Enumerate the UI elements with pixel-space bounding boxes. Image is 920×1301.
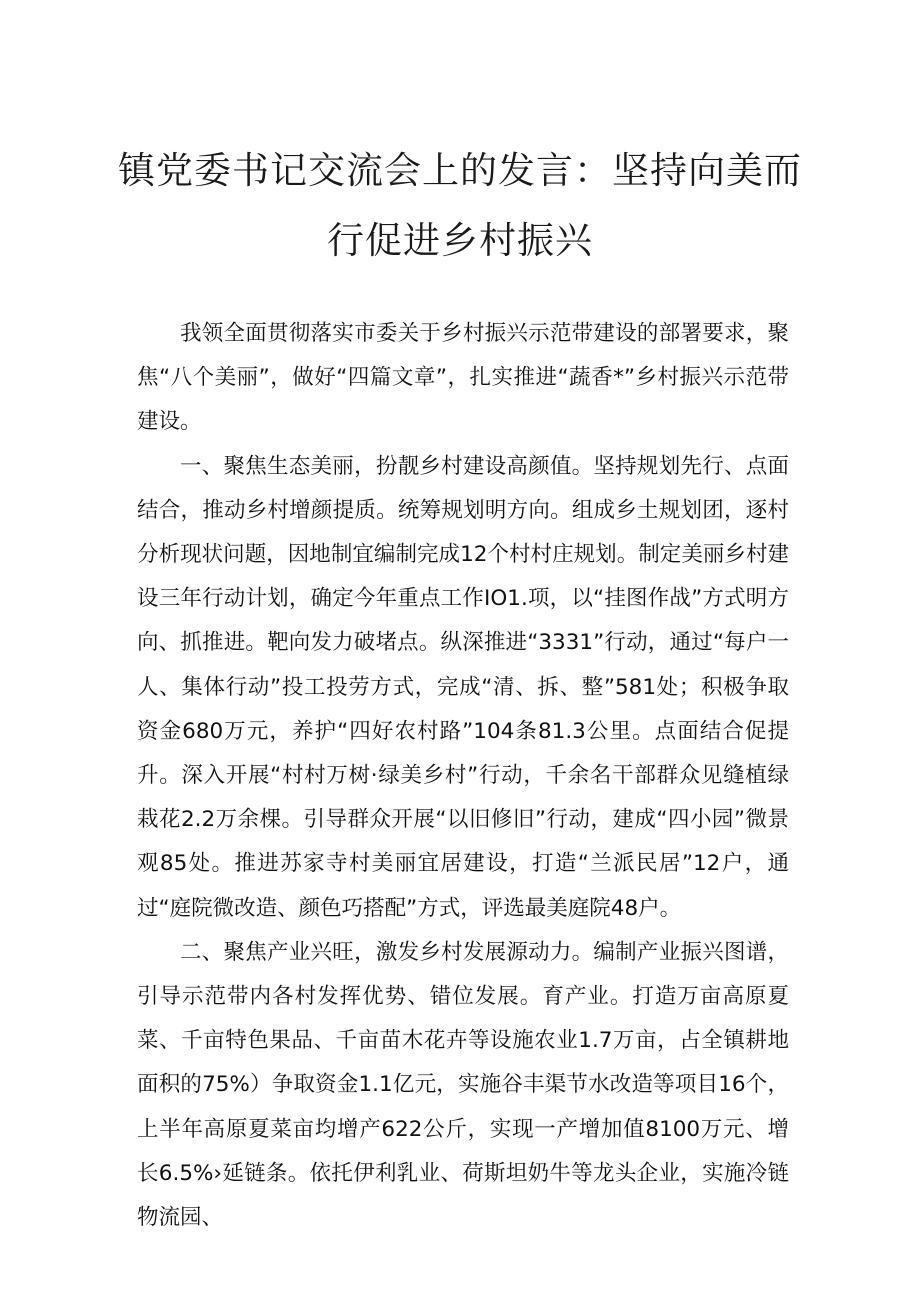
document-title-line-2: 行促进乡村振兴	[327, 219, 593, 262]
section-2-paragraph: 二、聚焦产业兴旺，激发乡村发展源动力。编制产业振兴图谱，引导示范带内各村发挥优势、错位发展。育产业。打造万亩高原夏菜、千亩特色果品、千亩苗木花卉等设施农业1.7万亩，占全镇耕地面积的75%）争取资金1.1亿元，实施谷丰渠节水改造等项目16个，上半年高原夏菜亩均增产622公斤，实现一产增加值8100万元、增长6.5%›延链条。依托伊利乳业、荷斯坦奶牛等龙头企业，实施冷链物流园、	[137, 939, 789, 1231]
intro-paragraph: 我领全面贯彻落实市委关于乡村振兴示范带建设的部署要求，聚焦“八个美丽”，做好“四篇文章”，扎实推进“蔬香*”乡村振兴示范带建设。	[137, 321, 789, 435]
document-body	[137, 312, 789, 1240]
section-1-paragraph: 一、聚焦生态美丽，扮靓乡村建设高颜值。坚持规划先行、点面结合，推动乡村增颜提质。统筹规划明方向。组成乡土规划团，逐村分析现状问题，因地制宜编制完成12个村村庄规划。制定美丽乡村建设三年行动计划，确定今年重点工作IO1.项，以“挂图作战”方式明方向、抓推进。靶向发力破堵点。纵深推进“3331”行动，通过“每户一人、集体行动”投工投劳方式，完成“清、拆、整”581处；积极争取资金680万元，养护“四好农村路”104条81.3公里。点面结合促提升。深入开展“村村万树·绿美乡村”行动，千余名干部群众见缝植绿栽花2.2万余棵。引导群众开展“以旧修旧”行动，建成“四小园”微景观85处。推进苏家寺村美丽宜居建设，打造“兰派民居”12户，通过“庭院微改造、颜色巧搭配”方式，评选最美庭院48户。	[137, 453, 789, 921]
document-title-line-1: 镇党委书记交流会上的发言：坚持向美而	[118, 149, 802, 192]
